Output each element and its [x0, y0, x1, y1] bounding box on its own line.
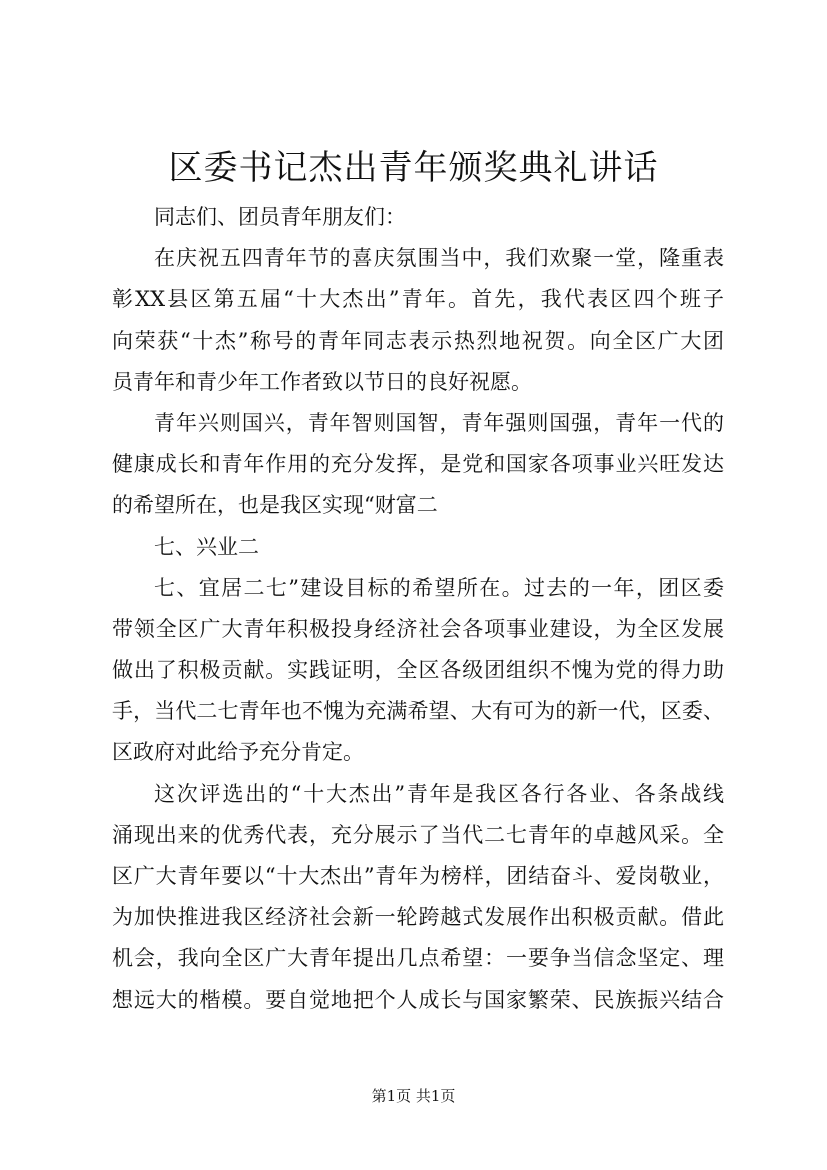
paragraph-line: 区政府对此给予充分肯定。 — [112, 740, 364, 765]
document-body — [112, 197, 724, 1021]
paragraph-line: 机会，我向全区广大青年提出几点希望：一要争当信念坚定、理 — [112, 946, 724, 971]
document-title: 区委书记杰出青年颁奖典礼讲话 — [168, 148, 659, 188]
salutation-line: 同志们、团员青年朋友们： — [154, 205, 406, 229]
paragraph-line: 带领全区广大青年积极投身经济社会各项事业建设，为全区发展 — [112, 616, 724, 641]
paragraph-line: 区广大青年要以“十大杰出”青年为榜样，团结奋斗、爱岗敬业， — [112, 864, 724, 888]
paragraph-line: 员青年和青少年工作者致以节日的良好祝愿。 — [112, 369, 532, 394]
paragraph-line: 向荣获“十杰”称号的青年同志表示热烈地祝贺。向全区广大团 — [112, 328, 724, 353]
paragraph-line: 想远大的楷模。要自觉地把个人成长与国家繁荣、民族振兴结合 — [112, 987, 724, 1012]
paragraph-line: 青年兴则国兴，青年智则国智，青年强则国强，青年一代的 — [154, 410, 724, 435]
page-footer: 第1页 共1页 — [371, 1087, 456, 1105]
paragraph-line: 这次评选出的“十大杰出”青年是我区各行各业、各条战线 — [154, 781, 724, 806]
paragraph-line: 彰XX县区第五届“十大杰出”青年。首先，我代表区四个班子 — [112, 287, 724, 312]
paragraph-line: 健康成长和青年作用的充分发挥，是党和国家各项事业兴旺发达 — [112, 452, 724, 477]
paragraph-line: 做出了积极贡献。实践证明，全区各级团组织不愧为党的得力助 — [112, 658, 724, 683]
paragraph-line: 七、宜居二七”建设目标的希望所在。过去的一年，团区委 — [154, 575, 724, 600]
paragraph-line: 涌现出来的优秀代表，充分展示了当代二七青年的卓越风采。全 — [112, 822, 724, 847]
paragraph-line: 手，当代二七青年也不愧为充满希望、大有可为的新一代，区委、 — [112, 699, 724, 724]
paragraph-line: 的希望所在，也是我区实现“财富二 — [112, 493, 438, 518]
paragraph-line: 为加快推进我区经济社会新一轮跨越式发展作出积极贡献。借此 — [112, 905, 724, 930]
paragraph-line: 在庆祝五四青年节的喜庆氛围当中，我们欢聚一堂，隆重表 — [154, 246, 724, 271]
paragraph-line: 七、兴业二 — [154, 534, 259, 559]
